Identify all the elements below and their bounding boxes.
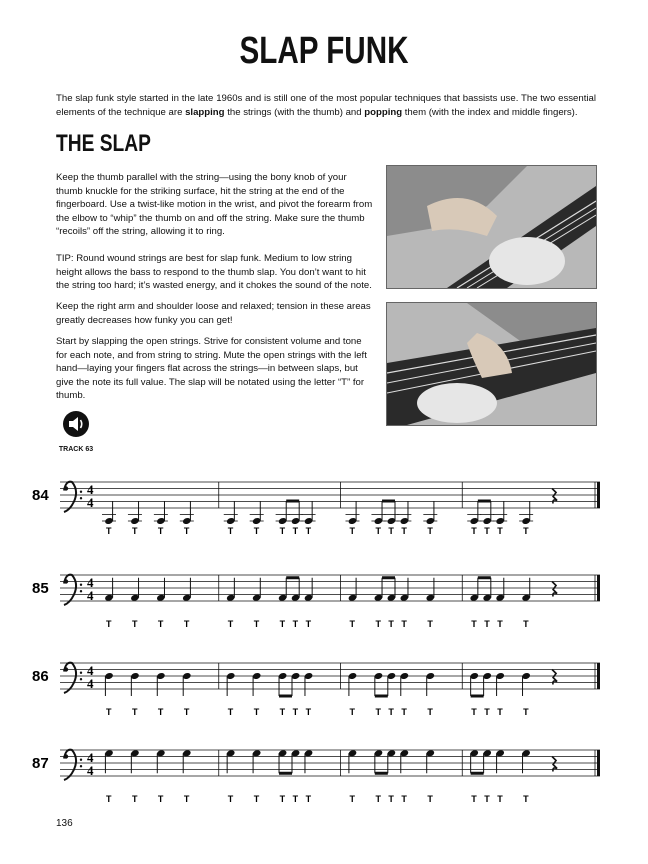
technique-mark: T xyxy=(131,619,138,629)
technique-mark: T xyxy=(106,794,112,804)
technique-mark: T xyxy=(484,526,490,536)
technique-mark: T xyxy=(279,707,286,717)
technique-mark: T xyxy=(157,707,164,717)
technique-mark: T xyxy=(427,526,433,536)
technique-mark: T xyxy=(523,526,529,536)
technique-mark: T xyxy=(292,619,299,629)
technique-mark: T xyxy=(183,526,190,536)
technique-mark: T xyxy=(427,707,433,717)
paragraph-relax: Keep the right arm and shoulder loose and relaxed; tension in these areas greatly decreases how funky you can get! xyxy=(56,301,371,326)
technique-mark: T xyxy=(349,794,355,804)
technique-mark: T xyxy=(375,794,381,804)
technique-mark: T xyxy=(349,707,355,717)
exercise-number: 85 xyxy=(32,580,49,597)
technique-mark: T xyxy=(253,707,260,717)
technique-mark: T xyxy=(183,794,190,804)
technique-mark: T xyxy=(279,794,286,804)
paragraph-tip: TIP: Round wound strings are best for slap funk. Medium to low string height allows the bass to respond to the thumb slap. You don’t want to hit the string too hard; it’s wasted energy, and it chokes the sound of the note. xyxy=(56,253,372,291)
technique-mark: T xyxy=(497,526,503,536)
technique-mark: T xyxy=(305,794,312,804)
time-signature-bottom: 4 xyxy=(87,763,94,778)
technique-mark: T xyxy=(471,707,477,717)
technique-mark: T xyxy=(401,526,407,536)
technique-mark: T xyxy=(157,526,164,536)
technique-mark: T xyxy=(305,707,312,717)
time-signature-bottom: 4 xyxy=(87,676,94,691)
technique-mark: T xyxy=(388,526,394,536)
exercise-number: 84 xyxy=(32,487,49,504)
technique-mark: T xyxy=(523,619,529,629)
slap-photo-1 xyxy=(386,165,597,289)
technique-mark: T xyxy=(523,794,529,804)
bass-clef-icon xyxy=(64,482,82,512)
staff-svg xyxy=(32,470,602,540)
technique-mark: T xyxy=(427,619,433,629)
technique-mark: T xyxy=(375,526,381,536)
time-signature-top: 4 xyxy=(87,750,94,765)
track-badge[interactable] xyxy=(56,410,96,453)
paragraph-technique: Keep the thumb parallel with the string—using the bony knob of your thumb knuckle for the striking surface, hit the string at the end of the fingerboard. Use a twist-like motion in the wrist, and pivot the forearm from the elbow to “whip” the thumb on and off the string. Make sure the thumb “recoils” off the string, allowing it to ring. xyxy=(56,172,373,237)
technique-mark: T xyxy=(497,794,503,804)
technique-mark: T xyxy=(523,707,529,717)
track-label: TRACK 63 xyxy=(58,446,94,453)
technique-mark: T xyxy=(157,794,164,804)
exercise-86 xyxy=(32,651,602,721)
exercise-85 xyxy=(32,563,602,633)
technique-mark: T xyxy=(292,794,299,804)
technique-mark: T xyxy=(279,619,286,629)
exercise-number: 87 xyxy=(32,755,49,772)
technique-mark: T xyxy=(131,707,138,717)
technique-mark: T xyxy=(484,619,490,629)
technique-mark: T xyxy=(292,526,299,536)
technique-mark: T xyxy=(106,526,112,536)
technique-mark: T xyxy=(349,526,355,536)
technique-mark: T xyxy=(106,619,112,629)
technique-mark: T xyxy=(227,707,234,717)
technique-mark: T xyxy=(253,526,260,536)
speaker-icon[interactable] xyxy=(62,410,90,438)
technique-mark: T xyxy=(253,794,260,804)
technique-mark: T xyxy=(375,619,381,629)
staff-svg xyxy=(32,651,602,721)
technique-mark: T xyxy=(427,794,433,804)
technique-mark: T xyxy=(227,619,234,629)
technique-mark: T xyxy=(183,619,190,629)
technique-mark: T xyxy=(484,707,490,717)
technique-mark: T xyxy=(471,526,477,536)
technique-mark: T xyxy=(401,619,407,629)
time-signature-top: 4 xyxy=(87,482,94,497)
bass-clef-icon xyxy=(64,663,82,693)
technique-mark: T xyxy=(484,794,490,804)
exercise-87 xyxy=(32,738,602,808)
technique-mark: T xyxy=(375,707,381,717)
technique-mark: T xyxy=(388,794,394,804)
technique-mark: T xyxy=(227,794,234,804)
technique-mark: T xyxy=(131,526,138,536)
technique-mark: T xyxy=(305,526,312,536)
exercise-84 xyxy=(32,470,602,540)
technique-mark: T xyxy=(131,794,138,804)
section-heading: THE SLAP xyxy=(56,130,151,157)
technique-mark: T xyxy=(183,707,190,717)
technique-mark: T xyxy=(471,794,477,804)
page-title: SLAP FUNK xyxy=(239,30,409,72)
technique-mark: T xyxy=(349,619,355,629)
page-number: 136 xyxy=(56,818,73,829)
bass-clef-icon xyxy=(64,750,82,780)
technique-mark: T xyxy=(388,707,394,717)
slap-photo-2 xyxy=(386,302,597,426)
technique-mark: T xyxy=(253,619,260,629)
technique-mark: T xyxy=(227,526,234,536)
paragraph-open-strings: Start by slapping the open strings. Strive for consistent volume and tone for each note, and from string to string. Mute the open strings with the left hand—laying your fingers flat across the strings—in between slaps, but give the note its full value. The slap will be notated using the letter “T” for thumb. xyxy=(56,336,367,401)
staff-svg xyxy=(32,563,602,633)
intro-paragraph: The slap funk style started in the late 1960s and is still one of the most popular techniques that bassists use. The two essential elements of the technique are slapping the strings (with the thumb) and popping them (with the index and middle fingers). xyxy=(56,93,596,118)
time-signature-bottom: 4 xyxy=(87,495,94,510)
technique-mark: T xyxy=(388,619,394,629)
technique-mark: T xyxy=(292,707,299,717)
exercise-number: 86 xyxy=(32,668,49,685)
technique-mark: T xyxy=(305,619,312,629)
technique-mark: T xyxy=(279,526,286,536)
technique-mark: T xyxy=(497,707,503,717)
time-signature-top: 4 xyxy=(87,663,94,678)
technique-mark: T xyxy=(497,619,503,629)
technique-mark: T xyxy=(401,794,407,804)
staff-svg xyxy=(32,738,602,808)
technique-mark: T xyxy=(471,619,477,629)
technique-mark: T xyxy=(106,707,112,717)
technique-mark: T xyxy=(157,619,164,629)
bass-clef-icon xyxy=(64,575,82,605)
time-signature-bottom: 4 xyxy=(87,588,94,603)
technique-mark: T xyxy=(401,707,407,717)
time-signature-top: 4 xyxy=(87,575,94,590)
